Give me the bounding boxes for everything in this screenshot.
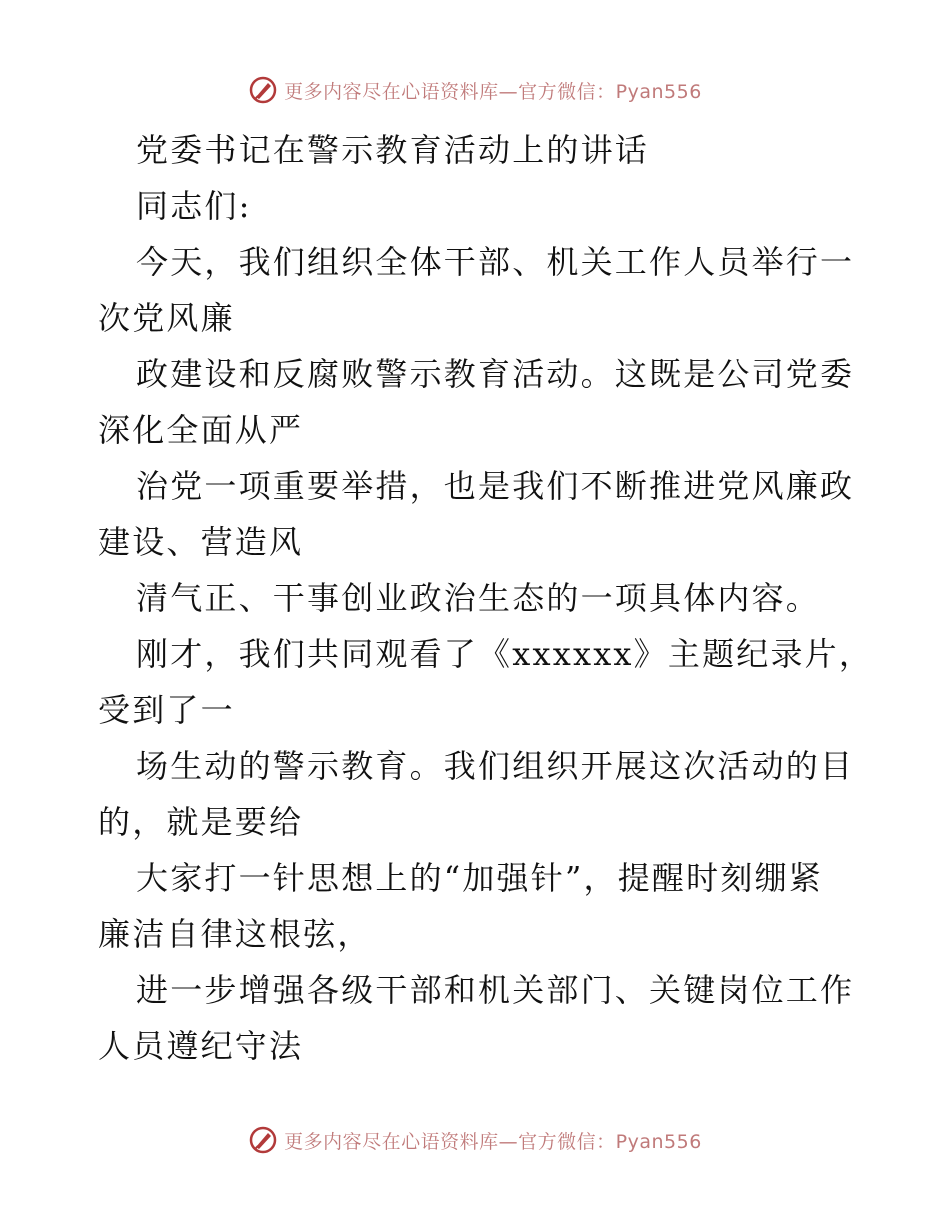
doc-title: 党委书记在警示教育活动上的讲话 xyxy=(136,131,650,169)
paragraph-line: 深化全面从严 xyxy=(98,411,304,449)
quill-logo-icon xyxy=(248,75,278,105)
paragraph-line: 受到了一 xyxy=(98,691,235,729)
document-body xyxy=(98,122,874,1074)
watermark-text: 更多内容尽在心语资料库—官方微信：Pyan556 xyxy=(284,1130,702,1153)
paragraph-line: 建设、营造风 xyxy=(98,523,304,561)
paragraph-line: 治党一项重要举措，也是我们不断推进党风廉政 xyxy=(136,467,855,505)
footer-watermark xyxy=(0,1120,950,1160)
paragraph-line: 进一步增强各级干部和机关部门、关键岗位工作 xyxy=(136,971,855,1009)
paragraph-line: 的，就是要给 xyxy=(98,803,304,841)
paragraph-line: 廉洁自律这根弦， xyxy=(98,915,372,953)
paragraph-line: 场生动的警示教育。我们组织开展这次活动的目 xyxy=(136,747,855,785)
paragraph-line: 次党风廉 xyxy=(98,299,235,337)
salutation: 同志们: xyxy=(136,187,252,225)
header-watermark xyxy=(0,70,950,110)
paragraph-line: 政建设和反腐败警示教育活动。这既是公司党委 xyxy=(136,355,855,393)
paragraph-line: 清气正、干事创业政治生态的一项具体内容。 xyxy=(136,579,821,617)
paragraph-line: 人员遵纪守法 xyxy=(98,1027,304,1065)
watermark-text: 更多内容尽在心语资料库—官方微信：Pyan556 xyxy=(284,80,702,103)
paragraph-line: 大家打一针思想上的“加强针”，提醒时刻绷紧 xyxy=(136,859,823,897)
quill-logo-icon xyxy=(248,1125,278,1155)
paragraph-line: 今天，我们组织全体干部、机关工作人员举行一 xyxy=(136,243,855,281)
paragraph-line: 刚才，我们共同观看了《xxxxxx》主题纪录片， xyxy=(136,635,874,673)
